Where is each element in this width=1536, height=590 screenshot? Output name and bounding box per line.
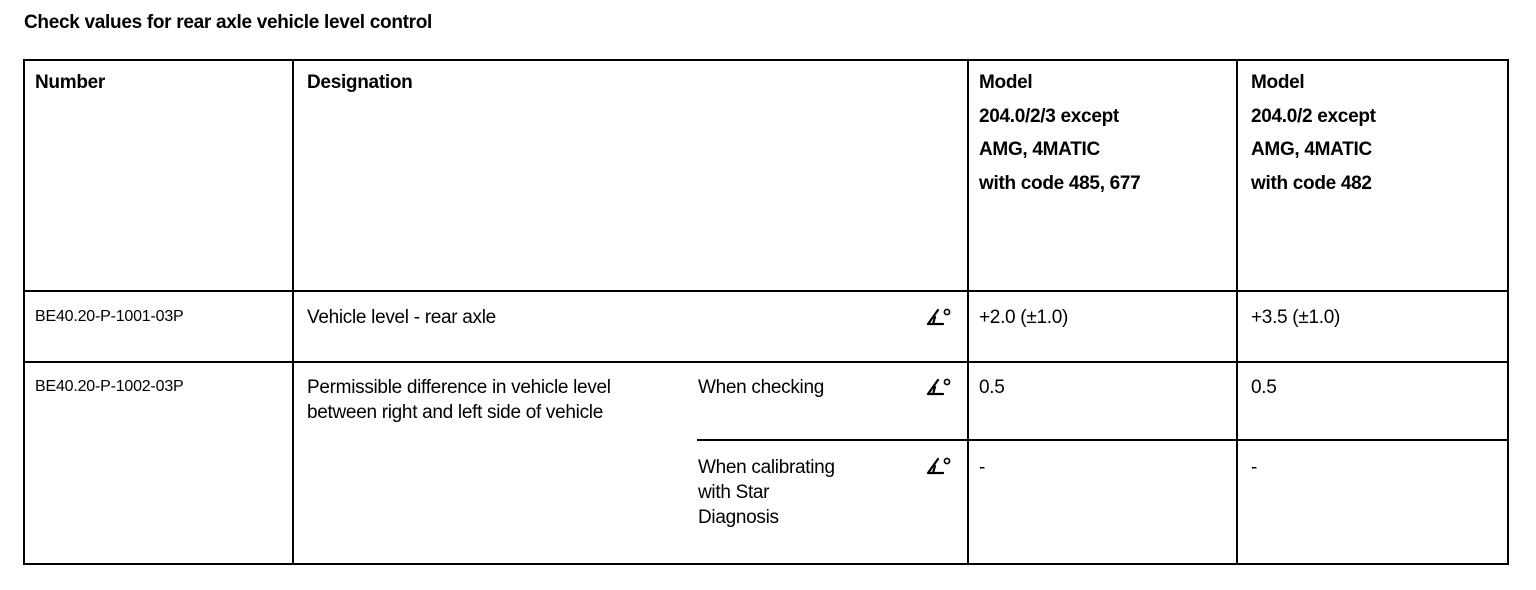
header-model-b-line-1: Model <box>1251 72 1305 93</box>
sub-row-2-condition-line-3: Diagnosis <box>698 507 779 528</box>
row-1-number: BE40.20-P-1001-03P <box>35 308 184 325</box>
row-1-model-b-value: +3.5 (±1.0) <box>1251 307 1340 328</box>
row-2-designation-line-1: Permissible difference in vehicle level <box>307 377 611 398</box>
sub-row-2-model-b-value: - <box>1251 457 1258 478</box>
angle-degree-icon <box>924 307 952 327</box>
header-model-b-line-3: AMG, 4MATIC <box>1251 139 1372 160</box>
page-title: Check values for rear axle vehicle level control <box>24 12 433 33</box>
row-2-designation-line-2: between right and left side of vehicle <box>307 402 603 423</box>
header-model-a-line-3: AMG, 4MATIC <box>979 139 1100 160</box>
sub-row-2-model-a-value: - <box>979 457 986 478</box>
header-number: Number <box>35 72 105 93</box>
row-2-designation <box>307 375 611 425</box>
column-divider-model-a <box>1236 59 1238 565</box>
angle-degree-icon <box>924 456 952 476</box>
sub-row-1-model-b-value: 0.5 <box>1251 377 1277 398</box>
column-divider-designation <box>967 59 969 565</box>
header-model-a-line-4: with code 485, 677 <box>979 172 1141 194</box>
header-model-a <box>979 66 1140 200</box>
sub-row-divider <box>697 439 1509 441</box>
sub-row-2-condition <box>698 455 835 530</box>
row-1-designation: Vehicle level - rear axle <box>307 307 496 328</box>
sub-row-2-condition-line-1: When calibrating <box>698 457 835 478</box>
row-2-number: BE40.20-P-1002-03P <box>35 378 184 395</box>
sub-row-2-condition-line-2: with Star <box>698 482 770 503</box>
header-model-a-line-1: Model <box>979 72 1033 93</box>
header-model-a-line-2: 204.0/2/3 except <box>979 105 1119 127</box>
sub-row-1-model-a-value: 0.5 <box>979 377 1005 398</box>
header-designation: Designation <box>307 72 413 93</box>
header-model-b <box>1251 66 1376 200</box>
header-model-b-line-4: with code 482 <box>1251 172 1372 194</box>
angle-degree-icon <box>924 377 952 397</box>
row-1-model-a-value: +2.0 (±1.0) <box>979 307 1068 328</box>
header-model-b-line-2: 204.0/2 except <box>1251 105 1376 127</box>
sub-row-1-condition: When checking <box>698 377 825 398</box>
header-row-divider <box>23 290 1509 292</box>
column-divider-number <box>292 59 294 565</box>
row-1-divider <box>23 361 1509 363</box>
